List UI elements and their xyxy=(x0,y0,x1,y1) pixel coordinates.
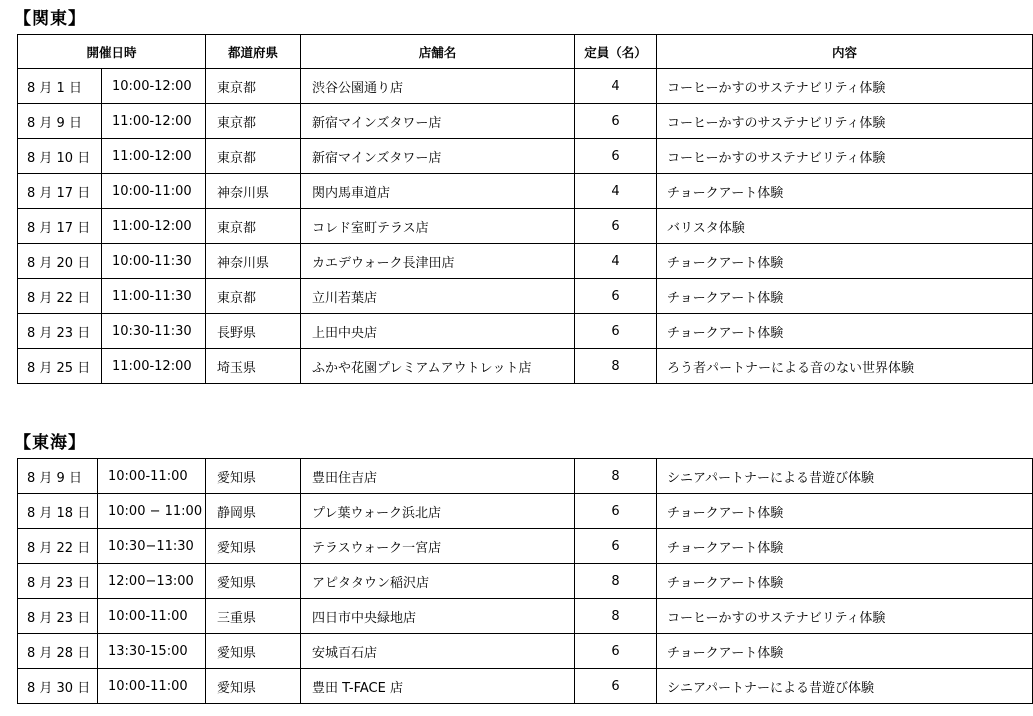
event-date: 8 月 23 日 xyxy=(18,564,98,599)
capacity: 8 xyxy=(575,599,657,634)
store-name: 上田中央店 xyxy=(301,314,575,349)
store-name: 渋谷公園通り店 xyxy=(301,69,575,104)
event-time: 11:00-12:00 xyxy=(102,349,206,384)
prefecture: 東京都 xyxy=(206,139,301,174)
event-content: チョークアート体験 xyxy=(657,314,1033,349)
event-date: 8 月 9 日 xyxy=(18,104,102,139)
capacity: 6 xyxy=(575,279,657,314)
table-row xyxy=(18,244,1033,279)
section-title-kanto: 【関東】 xyxy=(14,9,86,29)
event-date: 8 月 9 日 xyxy=(18,459,98,494)
table-row xyxy=(18,494,1033,529)
event-date: 8 月 23 日 xyxy=(18,599,98,634)
event-content: チョークアート体験 xyxy=(657,529,1033,564)
prefecture: 愛知県 xyxy=(206,459,301,494)
prefecture: 三重県 xyxy=(206,599,301,634)
store-name: カエデウォーク長津田店 xyxy=(301,244,575,279)
capacity: 4 xyxy=(575,174,657,209)
table-row xyxy=(18,529,1033,564)
capacity: 4 xyxy=(575,244,657,279)
capacity: 6 xyxy=(575,634,657,669)
event-time: 10:00-11:00 xyxy=(98,599,206,634)
table-row xyxy=(18,349,1033,384)
event-date: 8 月 28 日 xyxy=(18,634,98,669)
prefecture: 愛知県 xyxy=(206,669,301,704)
event-time: 10:00-11:00 xyxy=(98,459,206,494)
store-name: 豊田 T-FACE 店 xyxy=(301,669,575,704)
event-date: 8 月 20 日 xyxy=(18,244,102,279)
capacity: 6 xyxy=(575,139,657,174)
store-name: ふかや花園プレミアムアウトレット店 xyxy=(301,349,575,384)
event-content: チョークアート体験 xyxy=(657,279,1033,314)
capacity: 8 xyxy=(575,459,657,494)
table-header-row xyxy=(18,35,1033,69)
event-content: コーヒーかすのサステナビリティ体験 xyxy=(657,139,1033,174)
event-date: 8 月 25 日 xyxy=(18,349,102,384)
prefecture: 神奈川県 xyxy=(206,244,301,279)
event-time: 10:00-12:00 xyxy=(102,69,206,104)
event-time: 10:30-11:30 xyxy=(102,314,206,349)
kanto-schedule-table xyxy=(17,34,1033,384)
prefecture: 東京都 xyxy=(206,209,301,244)
capacity: 6 xyxy=(575,494,657,529)
table-row xyxy=(18,564,1033,599)
tokai-schedule-table xyxy=(17,458,1033,704)
event-date: 8 月 10 日 xyxy=(18,139,102,174)
capacity: 6 xyxy=(575,104,657,139)
table-row xyxy=(18,139,1033,174)
header-pref: 都道府県 xyxy=(206,35,301,69)
event-time: 10:00-11:00 xyxy=(98,669,206,704)
header-date: 開催日時 xyxy=(18,35,206,69)
store-name: 豊田住吉店 xyxy=(301,459,575,494)
store-name: 関内馬車道店 xyxy=(301,174,575,209)
event-content: チョークアート体験 xyxy=(657,634,1033,669)
header-capacity: 定員（名） xyxy=(575,35,657,69)
header-store: 店舗名 xyxy=(301,35,575,69)
event-time: 10:00-11:30 xyxy=(102,244,206,279)
capacity: 6 xyxy=(575,529,657,564)
capacity: 4 xyxy=(575,69,657,104)
capacity: 6 xyxy=(575,209,657,244)
table-row xyxy=(18,634,1033,669)
event-date: 8 月 17 日 xyxy=(18,174,102,209)
table-row xyxy=(18,459,1033,494)
event-time: 11:00-12:00 xyxy=(102,209,206,244)
store-name: 安城百石店 xyxy=(301,634,575,669)
event-content: バリスタ体験 xyxy=(657,209,1033,244)
store-name: 新宿マインズタワー店 xyxy=(301,139,575,174)
event-date: 8 月 17 日 xyxy=(18,209,102,244)
event-content: シニアパートナーによる昔遊び体験 xyxy=(657,669,1033,704)
event-time: 11:00-12:00 xyxy=(102,139,206,174)
header-content: 内容 xyxy=(657,35,1033,69)
store-name: 立川若葉店 xyxy=(301,279,575,314)
store-name: テラスウォーク一宮店 xyxy=(301,529,575,564)
event-content: ろう者パートナーによる音のない世界体験 xyxy=(657,349,1033,384)
event-content: チョークアート体験 xyxy=(657,564,1033,599)
prefecture: 長野県 xyxy=(206,314,301,349)
event-content: チョークアート体験 xyxy=(657,244,1033,279)
prefecture: 静岡県 xyxy=(206,494,301,529)
section-title-tokai: 【東海】 xyxy=(14,433,86,453)
event-date: 8 月 22 日 xyxy=(18,529,98,564)
event-content: コーヒーかすのサステナビリティ体験 xyxy=(657,104,1033,139)
event-date: 8 月 30 日 xyxy=(18,669,98,704)
prefecture: 東京都 xyxy=(206,279,301,314)
prefecture: 神奈川県 xyxy=(206,174,301,209)
table-row xyxy=(18,69,1033,104)
event-content: チョークアート体験 xyxy=(657,494,1033,529)
event-time: 10:30−11:30 xyxy=(98,529,206,564)
event-date: 8 月 22 日 xyxy=(18,279,102,314)
event-content: コーヒーかすのサステナビリティ体験 xyxy=(657,599,1033,634)
event-time: 10:00-11:00 xyxy=(102,174,206,209)
event-time: 11:00-11:30 xyxy=(102,279,206,314)
event-content: コーヒーかすのサステナビリティ体験 xyxy=(657,69,1033,104)
event-content: シニアパートナーによる昔遊び体験 xyxy=(657,459,1033,494)
event-time: 11:00-12:00 xyxy=(102,104,206,139)
event-content: チョークアート体験 xyxy=(657,174,1033,209)
prefecture: 東京都 xyxy=(206,69,301,104)
table-row xyxy=(18,669,1033,704)
table-row xyxy=(18,104,1033,139)
event-date: 8 月 18 日 xyxy=(18,494,98,529)
event-time: 12:00−13:00 xyxy=(98,564,206,599)
capacity: 8 xyxy=(575,564,657,599)
prefecture: 東京都 xyxy=(206,104,301,139)
event-time: 10:00 − 11:00 xyxy=(98,494,206,529)
store-name: 新宿マインズタワー店 xyxy=(301,104,575,139)
event-date: 8 月 23 日 xyxy=(18,314,102,349)
table-row xyxy=(18,314,1033,349)
capacity: 6 xyxy=(575,314,657,349)
store-name: プレ葉ウォーク浜北店 xyxy=(301,494,575,529)
table-row xyxy=(18,279,1033,314)
capacity: 8 xyxy=(575,349,657,384)
event-time: 13:30-15:00 xyxy=(98,634,206,669)
store-name: アピタタウン稲沢店 xyxy=(301,564,575,599)
prefecture: 埼玉県 xyxy=(206,349,301,384)
event-date: 8 月 1 日 xyxy=(18,69,102,104)
prefecture: 愛知県 xyxy=(206,564,301,599)
table-row xyxy=(18,174,1033,209)
capacity: 6 xyxy=(575,669,657,704)
prefecture: 愛知県 xyxy=(206,529,301,564)
table-row xyxy=(18,209,1033,244)
prefecture: 愛知県 xyxy=(206,634,301,669)
store-name: コレド室町テラス店 xyxy=(301,209,575,244)
table-row xyxy=(18,599,1033,634)
store-name: 四日市中央緑地店 xyxy=(301,599,575,634)
